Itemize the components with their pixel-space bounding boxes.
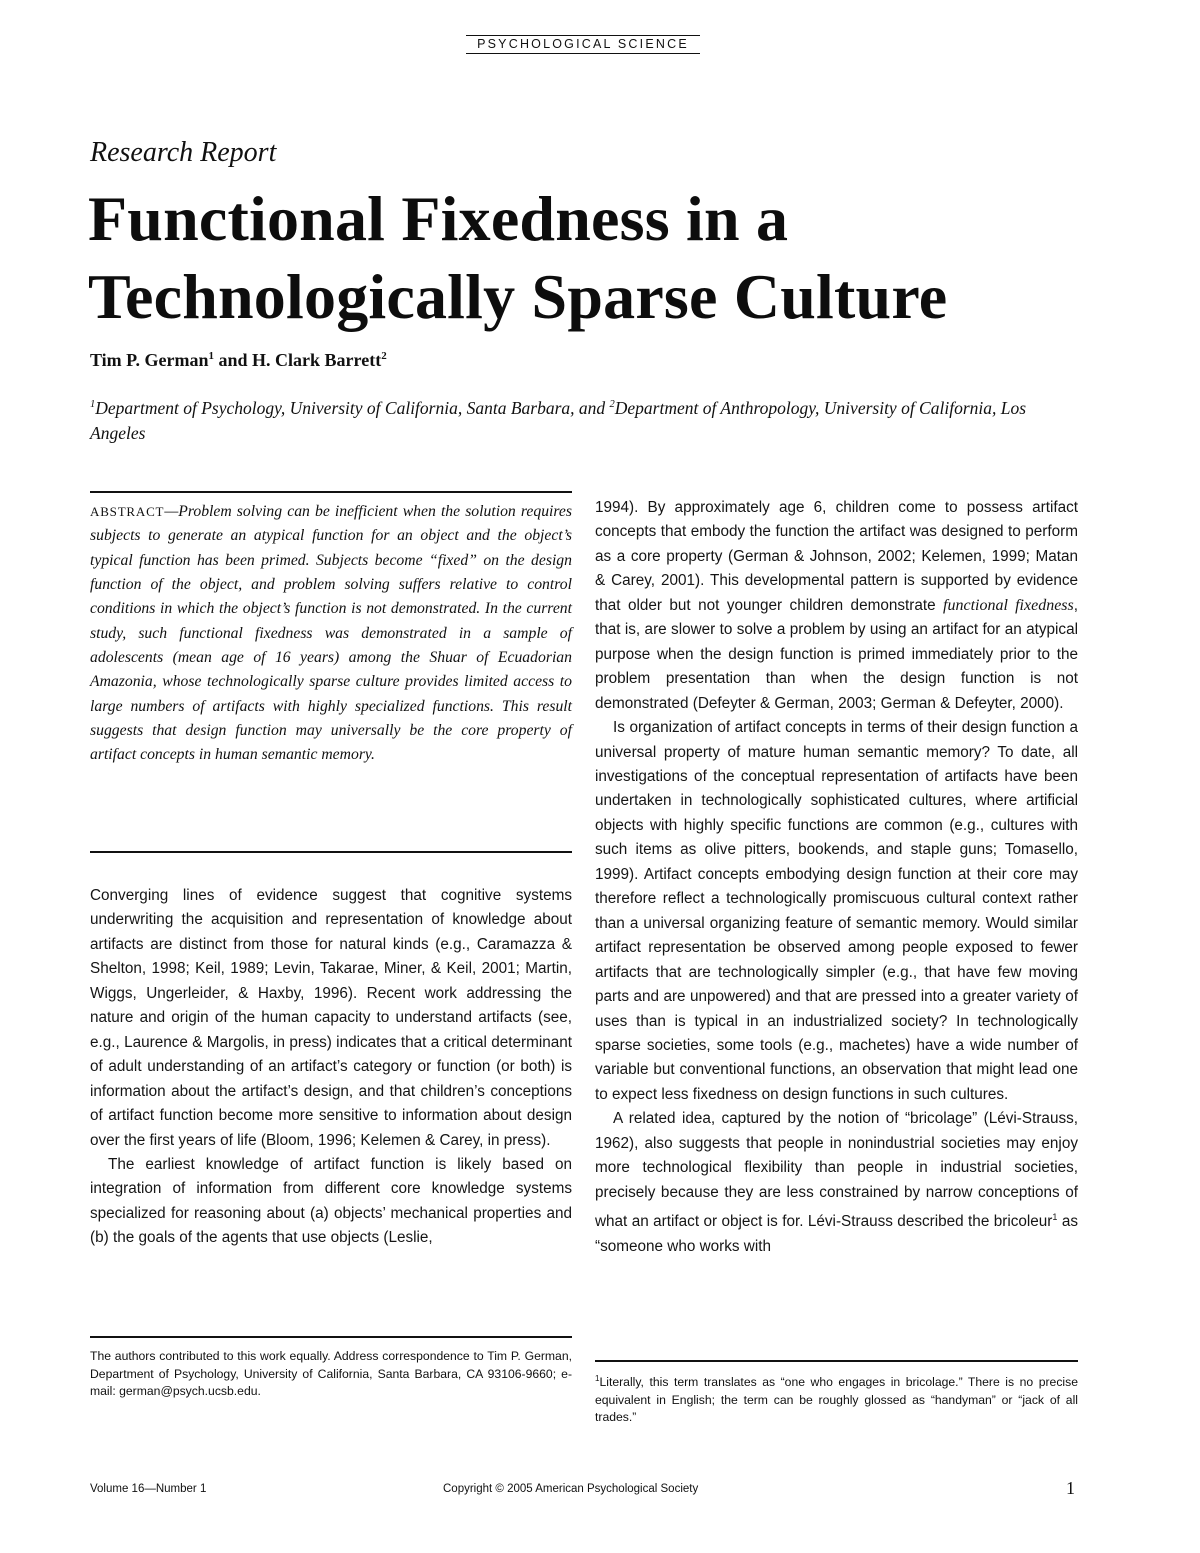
footnote-1-mark: 1 bbox=[595, 1374, 600, 1383]
authors-note-rule bbox=[90, 1336, 572, 1338]
author-1-affil-mark: 1 bbox=[208, 350, 215, 362]
body-paragraph: The earliest knowledge of artifact function is likely based on integration of information from different core knowledge systems specialized for reasoning about (a) objects’ mechanical properties and (b) the goals of the agents that use objects (Leslie, bbox=[90, 1155, 572, 1247]
paragraph-text: A related idea, captured by the notion of “bricolage” (Lévi-Strauss, 1962), also suggests that people in nonindustrial societies may enjoy more technological flexibility than people in industrial societies, precisely because they are less constrained by narrow conceptions of what an artifact or object is for. Lévi-Strauss described the bricoleur bbox=[595, 1110, 1078, 1231]
body-paragraph bbox=[595, 496, 1078, 716]
body-left-column bbox=[90, 884, 572, 1251]
abstract bbox=[90, 500, 572, 768]
author-list bbox=[90, 345, 387, 371]
abstract-bottom-rule bbox=[90, 851, 572, 853]
body-paragraph bbox=[595, 1107, 1078, 1259]
author-separator: and bbox=[214, 350, 253, 370]
affil-1: Department of Psychology, University of California, Santa Barbara, and bbox=[95, 397, 610, 418]
body-paragraph: Is organization of artifact concepts in terms of their design function a universal property of mature human semantic memory? To date, all investigations of the conceptual representation of artifacts have been undertaken in technologically sophisticated cultures, where artificial objects with highly specific functions are common (e.g., cultures with such items as olive pitters, bookends, and staple guns; Tomasello, 1999). Artifact concepts embodying design function at their core may therefore reflect a technologically promiscuous cultural context rather than a universal organizing feature of semantic memory. Would similar artifact representation be observed among people exposed to fewer artifacts that are technologically simpler (e.g., that have few moving parts and are unpowered) and that are pressed into a greater variety of uses than is typical in an industrialized society? In technologically sparse societies, some tools (e.g., machetes) have a wide number of variable but conventional functions, an observation that might lead one to expect less fixedness on design functions in such cultures. bbox=[595, 719, 1078, 1103]
affil-mark-1: 1 bbox=[90, 399, 96, 410]
article-type: Research Report bbox=[90, 137, 277, 168]
affil-2: Department of Anthropology, University of California, Los Angeles bbox=[90, 397, 1027, 443]
author-2: H. Clark Barrett bbox=[252, 350, 382, 370]
footnote-1 bbox=[595, 1370, 1078, 1427]
paragraph-text: 1994). By approximately age 6, children come to possess artifact concepts that embody the function the artifact was designed to perform as a core property (German & Johnson, 2002; Kelemen, 1999; Matan & Carey, 2001). This developmental pattern is supported by evidence that older but not younger children demonstrate bbox=[595, 499, 1078, 614]
affil-mark-2: 2 bbox=[609, 399, 615, 410]
article-title bbox=[88, 180, 1128, 336]
page-number: 1 bbox=[1066, 1478, 1075, 1498]
affiliations bbox=[90, 392, 1070, 446]
title-line-1: Functional Fixedness in a bbox=[88, 183, 789, 254]
authors-note: The authors contributed to this work equally. Address correspondence to Tim P. German, Department of Psychology, University of California, Santa Barbara, CA 93106-9660; e-mail: german@psych.ucsb.edu. bbox=[90, 1349, 572, 1398]
abstract-top-rule bbox=[90, 491, 572, 493]
abstract-text: —Problem solving can be inefficient when the solution requires subjects to generate an atypical function for an object and the object’s typical function has been primed. Subjects become “fixed” on the design function of the object, and problem solving suffers relative to control conditions in which the object’s function is not demonstrated. In the current study, such functional fixedness was demonstrated in a sample of adolescents (mean age of 16 years) among the Shuar of Ecuadorian Amazonia, whose technologically sparse culture provides limited access to large numbers of artifacts with highly specialized functions. This result suggests that design function may universally be the core property of artifact concepts in human semantic memory. bbox=[90, 503, 572, 764]
footnote-1-text: Literally, this term translates as “one who engages in bricolage.” There is no precise equivalent in English; the term can be roughly glossed as “handyman” or “jack of all trades.” bbox=[595, 1375, 1078, 1425]
body-right-column bbox=[595, 496, 1078, 1259]
paragraph-text: as “someone who works with bbox=[595, 1213, 1078, 1255]
abstract-label: ABSTRACT bbox=[90, 504, 165, 519]
title-line-2: Technologically Sparse Culture bbox=[88, 261, 948, 332]
volume-info: Volume 16—Number 1 bbox=[90, 1483, 207, 1495]
copyright: Copyright © 2005 American Psychological Society bbox=[443, 1483, 699, 1495]
journal-name: PSYCHOLOGICAL SCIENCE bbox=[466, 35, 700, 54]
author-1: Tim P. German bbox=[90, 350, 209, 370]
paragraph-text: , that is, are slower to solve a problem by using an artifact for an atypical purpose when the design function is primed immediately prior to the problem presentation than when the design function is not demonstrated (Defeyter & German, 2003; German & Defeyter, 2000). bbox=[595, 596, 1079, 712]
body-paragraph: Converging lines of evidence suggest that cognitive systems underwriting the acquisition and representation of knowledge about artifacts are distinct from those for natural kinds (e.g., Caramazza & Shelton, 1998; Keil, 1989; Levin, Takarae, Miner, & Keil, 2001; Martin, Wiggs, Ungerleider, & Haxby, 1996). Recent work addressing the nature and origin of the human capacity to understand artifacts (see, e.g., Laurence & Margolis, in press) indicates that a critical determinant of adult understanding of an artifact’s category or function (or both) is information about the artifact’s design, and that children’s conceptions of artifact function become more sensitive to information about design over the first years of life (Bloom, 1996; Kelemen & Carey, in press). bbox=[90, 887, 572, 1149]
term-functional-fixedness: functional fixedness bbox=[943, 596, 1074, 614]
footnote-mark: 1 bbox=[1052, 1212, 1058, 1223]
author-2-affil-mark: 2 bbox=[381, 350, 387, 362]
footnote-rule bbox=[595, 1360, 1078, 1362]
